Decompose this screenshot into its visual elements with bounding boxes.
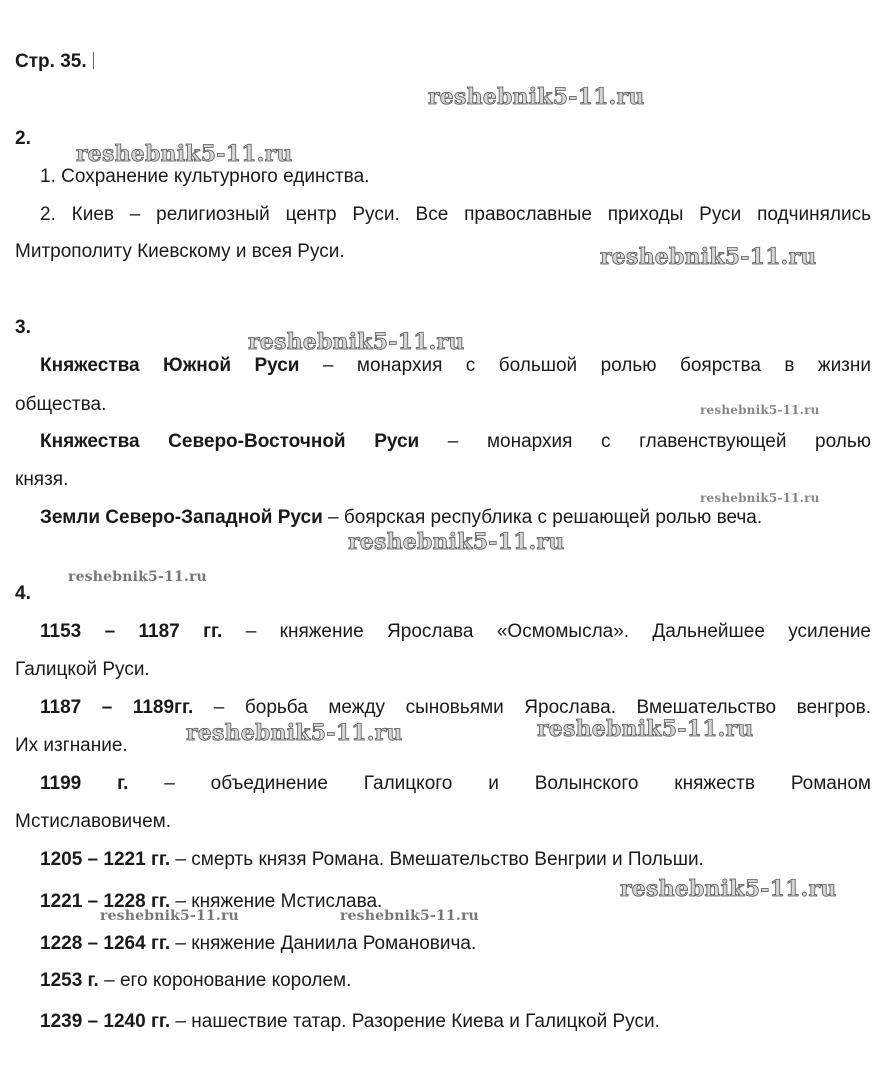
s4-event-6-text: – княжение Даниила Романовича.	[170, 933, 477, 954]
s4-event-7-text: – его коронование королем.	[98, 970, 352, 991]
s3-ne-definition: – монархия с главенствующей ролью	[419, 431, 871, 452]
s4-event-6	[40, 932, 871, 956]
s2-item-2-line-2: Митрополиту Киевскому и всея Руси.	[15, 241, 345, 262]
section-4-number: 4.	[15, 583, 31, 604]
s3-ne-line-2: князя.	[15, 469, 69, 490]
s4-event-5-text: – княжение Мстислава.	[170, 891, 383, 912]
s3-nw-line	[40, 506, 871, 530]
s4-event-3-line-2: Мстиславовичем.	[15, 811, 171, 832]
section-3-number: 3.	[15, 317, 31, 338]
s4-event-1-line-1	[40, 620, 871, 644]
s4-event-4-date: 1205 – 1221 гг.	[40, 849, 171, 870]
s4-event-7-date: 1253 г.	[40, 970, 99, 991]
section-2-number: 2.	[15, 128, 31, 149]
s3-nw-definition: – боярская республика с решающей ролью веча.	[322, 507, 763, 528]
watermark: reshebnik5-11.ru	[700, 403, 820, 417]
watermark: reshebnik5-11.ru	[248, 329, 465, 355]
watermark: reshebnik5-11.ru	[348, 529, 565, 555]
s4-event-2-date: 1187 – 1189гг.	[40, 697, 194, 718]
s4-event-2-text: – борьба между сыновьями Ярослава. Вмешательство венгров.	[193, 697, 871, 718]
watermark: reshebnik5-11.ru	[428, 84, 645, 110]
s4-event-1-line-2: Галицкой Руси.	[15, 659, 150, 680]
s3-south-line-1	[40, 354, 871, 378]
s4-event-4	[40, 848, 871, 872]
page-label: Стр. 35.	[15, 50, 871, 74]
s4-event-7	[40, 969, 871, 993]
text-cursor	[93, 52, 94, 69]
s3-south-term: Княжества Южной Руси	[40, 355, 300, 376]
watermark: reshebnik5-11.ru	[620, 876, 837, 902]
watermark: reshebnik5-11.ru	[68, 569, 207, 585]
watermark: reshebnik5-11.ru	[100, 908, 239, 924]
s3-nw-term: Земли Северо-Западной Руси	[40, 507, 323, 528]
s2-item-1: 1. Сохранение культурного единства.	[40, 166, 370, 187]
s3-south-line-2: общества.	[15, 394, 107, 415]
watermark: reshebnik5-11.ru	[186, 720, 403, 746]
s4-event-3-text: – объединение Галицкого и Волынского княжеств Романом	[128, 773, 871, 794]
s4-event-3-date: 1199 г.	[40, 773, 129, 794]
s4-event-8-text: – нашествие татар. Разорение Киева и Галицкой Руси.	[170, 1011, 660, 1032]
s4-event-8	[40, 1010, 871, 1034]
s2-item-2-line-1: 2. Киев – религиозный центр Руси. Все православные приходы Руси подчинялись	[40, 204, 871, 225]
s4-event-5-date: 1221 – 1228 гг.	[40, 891, 171, 912]
s3-ne-term: Княжества Северо-Восточной Руси	[40, 431, 420, 452]
s4-event-8-date: 1239 – 1240 гг.	[40, 1011, 171, 1032]
watermark: reshebnik5-11.ru	[340, 908, 479, 924]
s4-event-3-line-1	[40, 772, 871, 796]
watermark: reshebnik5-11.ru	[600, 244, 817, 270]
s4-event-2-line-2: Их изгнание.	[15, 735, 128, 756]
watermark: reshebnik5-11.ru	[537, 716, 754, 742]
watermark: reshebnik5-11.ru	[700, 491, 820, 505]
s4-event-6-date: 1228 – 1264 гг.	[40, 933, 171, 954]
watermark: reshebnik5-11.ru	[76, 141, 293, 167]
s3-south-definition: – монархия с большой ролью боярства в жизни	[299, 355, 871, 376]
s4-event-1-date: 1153 – 1187 гг.	[40, 621, 223, 642]
s4-event-1-text: – княжение Ярослава «Осмомысла». Дальнейшее усиление	[222, 621, 871, 642]
s3-ne-line-1	[40, 430, 871, 454]
s4-event-4-text: – смерть князя Романа. Вмешательство Венгрии и Польши.	[170, 849, 704, 870]
